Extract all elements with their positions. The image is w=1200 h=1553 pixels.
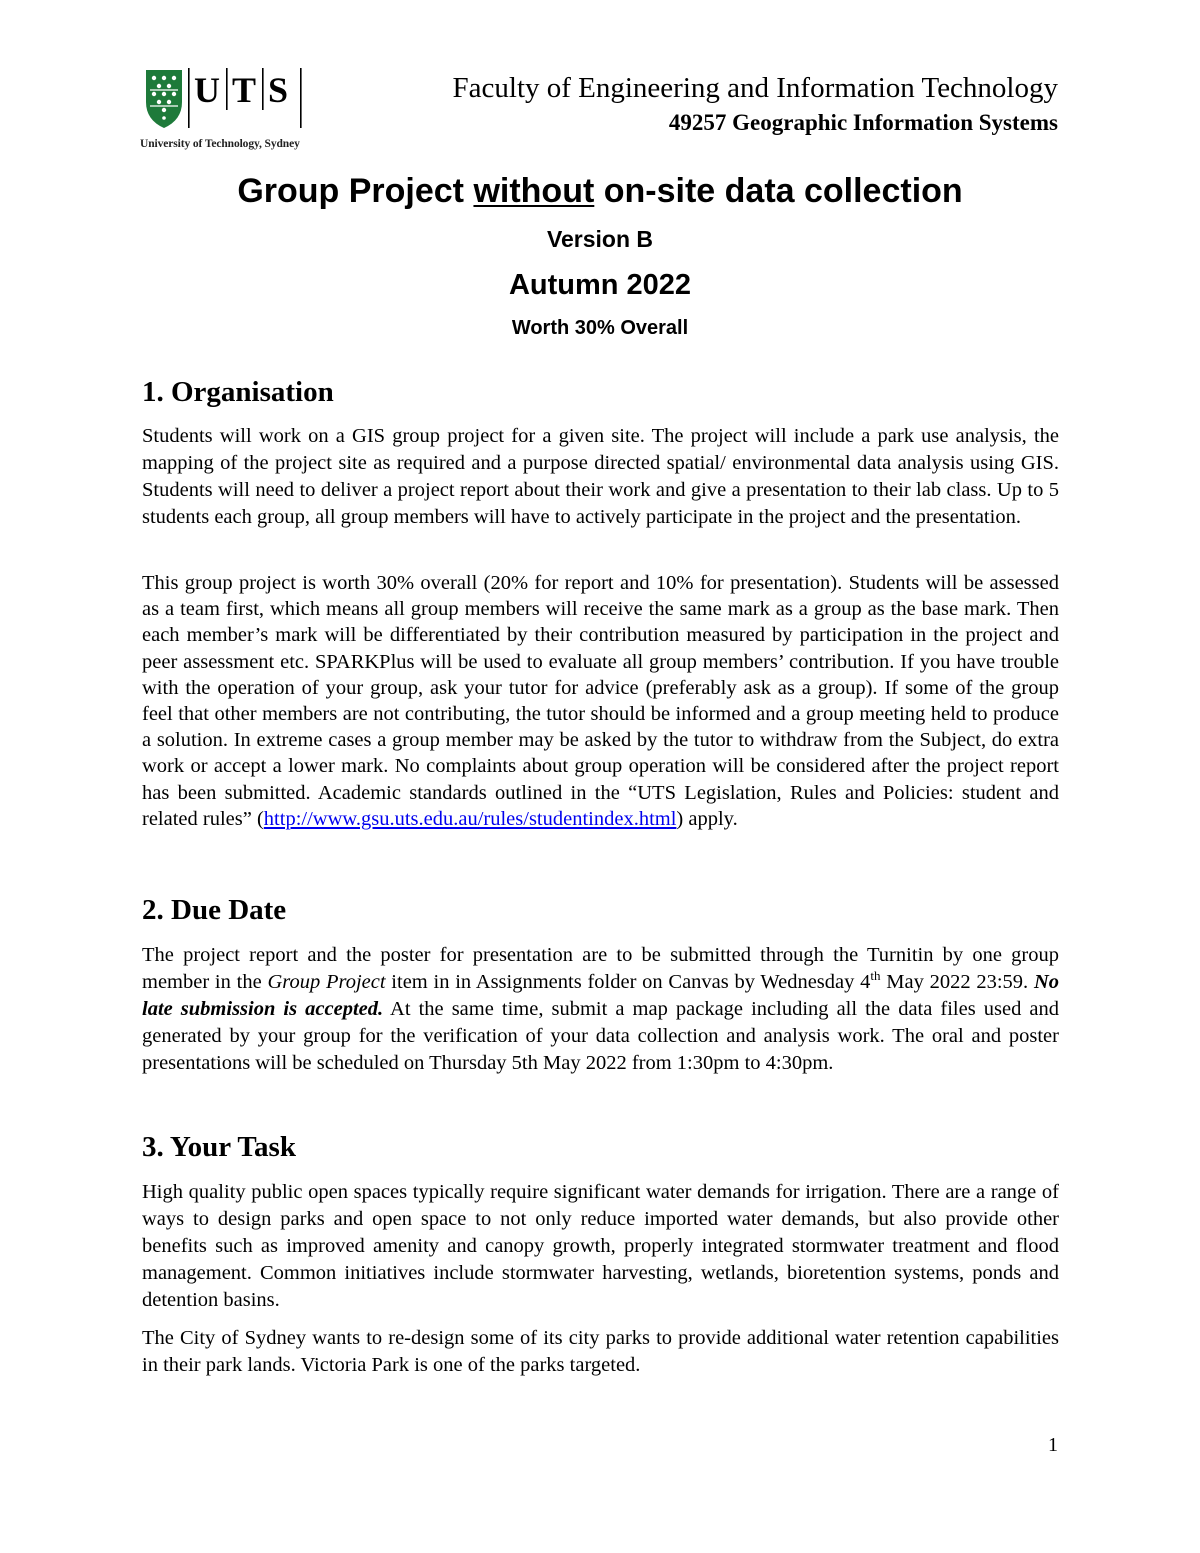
due-date-text-4: At the same time, submit a map package including all the data files used and generated by your group for the verification of your data collection and analysis work. The oral and poster presentations will be scheduled on Thursday 5th May 2022 from 1:30pm to 4:30pm. xyxy=(142,998,1059,1074)
organisation-paragraph-1: Students will work on a GIS group project for a given site. The project will include a park use analysis, the mapping of the project site as required and a purpose directed spatial/ environmental data analysis using GIS. Students will need to deliver a project report about their work and give a presentation to their lab class. Up to 5 students each group, all group members will have to actively participate in the project and the presentation. xyxy=(142,425,1059,528)
due-date-text-2: item in in Assignments folder on Canvas by Wednesday 4 xyxy=(385,971,871,993)
title-underlined-word: without xyxy=(473,172,595,210)
version-label: Version B xyxy=(546,226,654,252)
section-heading-organisation: 1. Organisation xyxy=(142,376,334,408)
page-number: 1 xyxy=(1048,1434,1058,1456)
organisation-paragraph-2 xyxy=(142,570,1059,832)
student-rules-link[interactable]: http://www.gsu.uts.edu.au/rules/studentindex.html xyxy=(263,807,677,830)
organisation-paragraph-2-text: This group project is worth 30% overall (20% for report and 10% for presentation). Students will be assessed as a team first, which means all group members will receive the same mark as a group as the base mark. Then each member’s mark will be differentiated by their contribution measured by participation in the project and peer assessment etc. SPARKPlus will be used to evaluate all group members’ contribution. If you have trouble with the operation of your group, ask your tutor for advice (preferably ask as a group). If some of the group feel that other members are not contributing, the tutor should be informed and a group meeting held to produce a solution. In extreme cases a group member may be asked by the tutor to withdraw from the Subject, do extra work or accept a lower mark. No complaints about group operation will be considered after the project report has been submitted. Academic standards outlined in the “UTS Legislation, Rules and Policies: student and related rules” ( xyxy=(142,572,1059,830)
logo-letter-u: U xyxy=(194,70,220,110)
section-heading-your-task: 3. Your Task xyxy=(142,1131,296,1163)
title-part-1: Group Project xyxy=(237,172,474,210)
due-date-text-1: The project report and the poster for presentation are to be submitted through the Turnitin by one group member in the xyxy=(142,944,1059,993)
uts-crest-icon xyxy=(140,66,310,130)
worth-label: Worth 30% Overall xyxy=(511,317,689,339)
logo-caption: University of Technology, Sydney xyxy=(140,138,300,150)
due-date-text-3: May 2022 23:59. xyxy=(880,971,1034,993)
due-date-superscript: th xyxy=(870,968,881,984)
faculty-name: Faculty of Engineering and Information Technology xyxy=(452,72,1058,104)
title-part-2: on-site data collection xyxy=(594,172,963,210)
uts-logo xyxy=(140,66,310,152)
season-label: Autumn 2022 xyxy=(508,269,692,301)
logo-letter-s: S xyxy=(268,70,289,110)
section-heading-due-date: 2. Due Date xyxy=(142,894,287,926)
due-date-italic-item: Group Project xyxy=(267,971,386,993)
task-paragraph-2: The City of Sydney wants to re-design some of its city parks to provide additional water retention capabilities in their park lands. Victoria Park is one of the parks targeted. xyxy=(142,1327,1059,1376)
organisation-paragraph-2-end: ) apply. xyxy=(676,807,738,830)
logo-letter-t: T xyxy=(232,70,257,110)
document-title xyxy=(0,172,1200,211)
no-late-submission-notice: No late submission is accepted. xyxy=(142,971,1059,1020)
task-paragraph-1: High quality public open spaces typically require significant water demands for irrigation. There are a range of ways to design parks and open space to not only reduce imported water demands, but also provide other benefits such as improved amenity and canopy growth, properly integrated stormwater treatment and flood management. Common initiatives include stormwater harvesting, wetlands, bioretention systems, ponds and detention basins. xyxy=(142,1181,1059,1311)
due-date-paragraph xyxy=(142,942,1059,1077)
course-name: 49257 Geographic Information Systems xyxy=(668,110,1058,135)
